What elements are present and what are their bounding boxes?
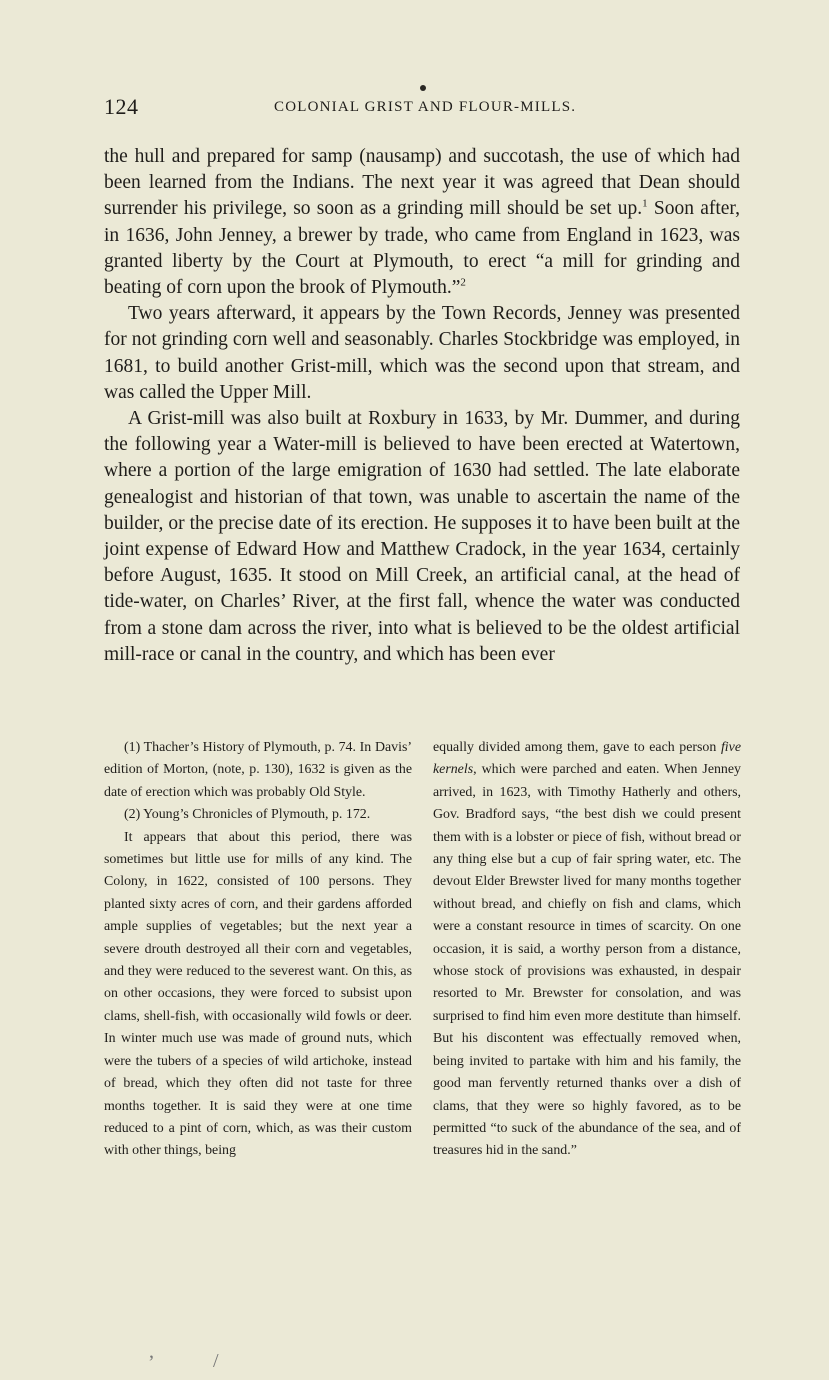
running-head: COLONIAL GRIST AND FLOUR-MILLS.: [274, 99, 577, 115]
footnote-text: , which were parched and eaten. When Jenney arrived, in 1623, with Timothy Hatherly and others, Gov. Bradford says, “the best dish we could present them with is a lobster or piece of fish, without bread or any thing else but a cup of fair spring water, etc. The devout Elder Brewster lived for many months together without bread, and chiefly on fish and clams, which were a constant resource in times of scarcity. On one occasion, it is said, a worthy person from a distance, whose stock of provisions was exhausted, in despair resorted to Mr. Brewster for consolation, and was surprised to find him even more destitute than himself. But his discontent was effectually removed when, being invited to partake with him and his family, the good man fervently returned thanks over a dish of clams, that they were so highly favored, as to be permitted “to suck of the abundance of the sea, and of treasures hid in the sand.”: [433, 762, 741, 1159]
page-header: [104, 94, 741, 124]
footnote-ref: 2: [460, 276, 466, 289]
main-text: [104, 144, 740, 668]
pencil-mark: /: [213, 1350, 219, 1372]
paragraph: Two years afterward, it appears by the Town Records, Jenney was presented for not grinding corn well and seasonably. Charles Stockbridge was employed, in 1681, to build another Grist-mill, which was the second upon that stream, and was called the Upper Mill.: [104, 303, 740, 403]
paragraph-text: Soon after, in 1636, John Jenney, a brewer by trade, who came from England in 1623, was granted liberty by the Court at Plymouth, to erect “a mill for grinding and beating of corn upon the brook of Plymouth.”: [104, 198, 741, 299]
paragraph: A Grist-mill was also built at Roxbury in 1633, by Mr. Dummer, and during the following year a Water-mill is believed to have been erected at Watertown, where a portion of the large emigration of 1630 had settled. The late elaborate genealogist and historian of that town, was unable to ascertain the name of the builder, or the precise date of its erection. He supposes it to have been built at the joint expense of Edward How and Matthew Cradock, in the year 1634, certainly before August, 1635. It stood on Mill Creek, an artificial canal, at the head of tide-water, on Charles’ River, at the first fall, whence the water was conducted from a stone dam across the river, into what is believed to be the oldest artificial mill-race or canal in the country, and which has been ever: [104, 408, 740, 665]
footnote: [433, 737, 741, 1163]
paragraph-text: the hull and prepared for samp (nausamp) and succotash, the use of which had been learned from the Indians. The next year it was agreed that Dean should surrender his privilege, so soon as a grinding mill should be set up.: [104, 146, 740, 220]
pencil-mark: ʼ: [148, 1352, 155, 1374]
paragraph: [104, 144, 740, 301]
page-number: 124: [104, 94, 139, 119]
footnote-ref: 1: [642, 197, 648, 210]
footnote: It appears that about this period, there was sometimes but little use for mills of any kind. The Colony, in 1622, consisted of 100 persons. They planted sixty acres of corn, and their gardens afforded ample supplies of vegetables; but the next year a severe drouth destroyed all their corn and vegetables, and they were reduced to the severest want. On this, as on other occasions, they were forced to subsist upon clams, shell-fish, with occasionally wild fowls or deer. In winter much use was made of ground nuts, which were the tubers of a species of wild artichoke, instead of bread, which they often did not taste for three months together. It is said they were at one time reduced to a pint of corn, which, as was their custom with other things, being: [104, 829, 412, 1159]
footnote: (2) Young’s Chronicles of Plymouth, p. 172.: [124, 807, 371, 823]
footnote-column-left: [104, 737, 412, 1163]
footnote-text: equally divided among them, gave to each person: [433, 740, 721, 755]
footnote-column-right: [433, 737, 741, 1163]
footnote-emphasis: five kernels: [433, 740, 741, 778]
ink-speck: [420, 85, 426, 91]
footnote: (1) Thacher’s History of Plymouth, p. 74. In Davis’ edition of Morton, (note, p. 130), 1632 is given as the date of erection which was probably Old Style.: [104, 740, 412, 800]
